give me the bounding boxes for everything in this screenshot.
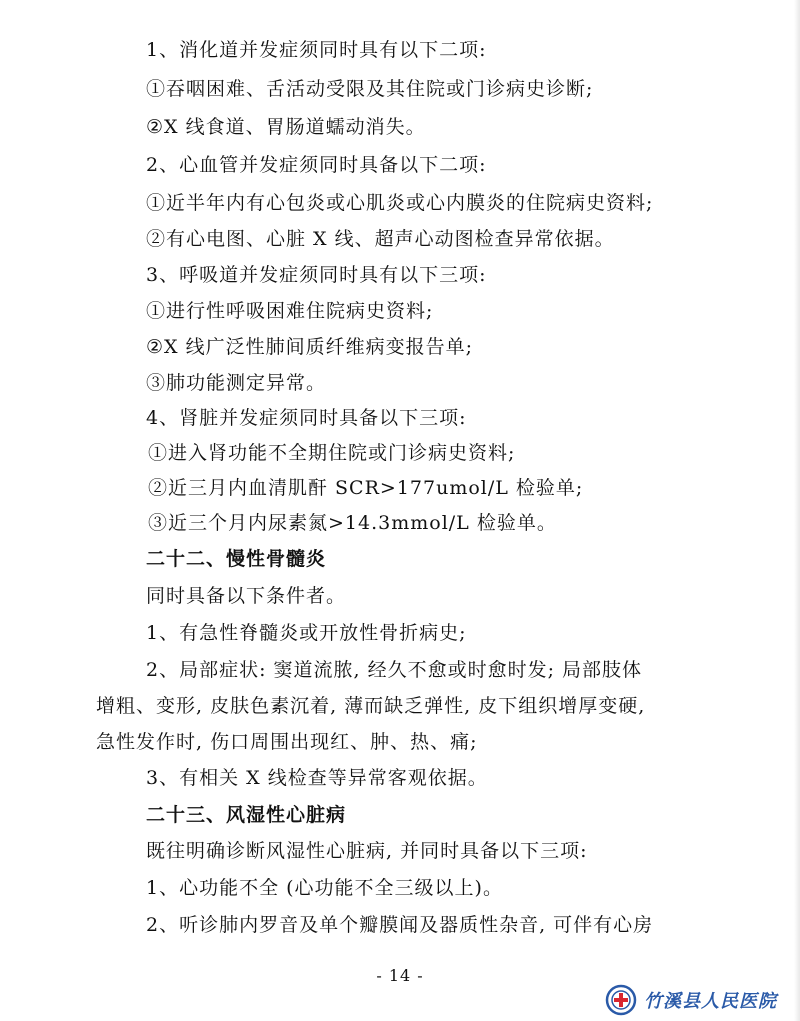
page-edge-shadow: [794, 0, 800, 1021]
text-line: 2、听诊肺内罗音及单个瓣膜闻及器质性杂音, 可伴有心房: [146, 914, 654, 936]
text-line: 同时具备以下条件者。: [146, 585, 347, 607]
hospital-emblem-icon: [604, 984, 638, 1016]
text-line: ①进行性呼吸困难住院病史资料;: [146, 300, 434, 322]
text-line: 1、消化道并发症须同时具有以下二项:: [146, 39, 487, 61]
page-number: - 14 -: [376, 966, 424, 985]
text-line: 3、呼吸道并发症须同时具有以下三项:: [146, 264, 487, 286]
text-line: 增粗、变形, 皮肤色素沉着, 薄而缺乏弹性, 皮下组织增厚变硬,: [96, 695, 646, 717]
section-heading: 二十三、风湿性心脏病: [146, 804, 347, 826]
hospital-name: 竹溪县人民医院: [644, 991, 777, 1012]
hospital-logo: [604, 984, 794, 1016]
text-line: ②近三月内血清肌酐 SCR>177umol/L 检验单;: [148, 477, 584, 499]
text-line: 1、有急性脊髓炎或开放性骨折病史;: [146, 622, 467, 644]
text-line: ②X 线食道、胃肠道蠕动消失。: [146, 116, 426, 138]
text-line: 1、心功能不全 (心功能不全三级以上)。: [146, 877, 503, 899]
text-line: 3、有相关 X 线检查等异常客观依据。: [146, 767, 488, 789]
text-line: ①吞咽困难、舌活动受限及其住院或门诊病史诊断;: [146, 78, 594, 100]
text-line: ③近三个月内尿素氮>14.3mmol/L 检验单。: [148, 512, 557, 534]
text-line: ①近半年内有心包炎或心肌炎或心内膜炎的住院病史资料;: [146, 192, 654, 214]
text-line: ①进入肾功能不全期住院或门诊病史资料;: [148, 442, 516, 464]
text-line: 既往明确诊断风湿性心脏病, 并同时具备以下三项:: [146, 840, 588, 862]
text-line: ③肺功能测定异常。: [146, 372, 327, 394]
text-line: 急性发作时, 伤口周围出现红、肿、热、痛;: [96, 731, 478, 753]
text-line: 2、局部症状: 窦道流脓, 经久不愈或时愈时发; 局部肢体: [146, 659, 643, 681]
section-heading: 二十二、慢性骨髓炎: [146, 548, 327, 570]
text-line: ②有心电图、心脏 X 线、超声心动图检查异常依据。: [146, 228, 615, 250]
text-line: 2、心血管并发症须同时具备以下二项:: [146, 154, 487, 176]
text-line: 4、肾脏并发症须同时具备以下三项:: [146, 407, 467, 429]
text-line: ②X 线广泛性肺间质纤维病变报告单;: [146, 336, 474, 358]
